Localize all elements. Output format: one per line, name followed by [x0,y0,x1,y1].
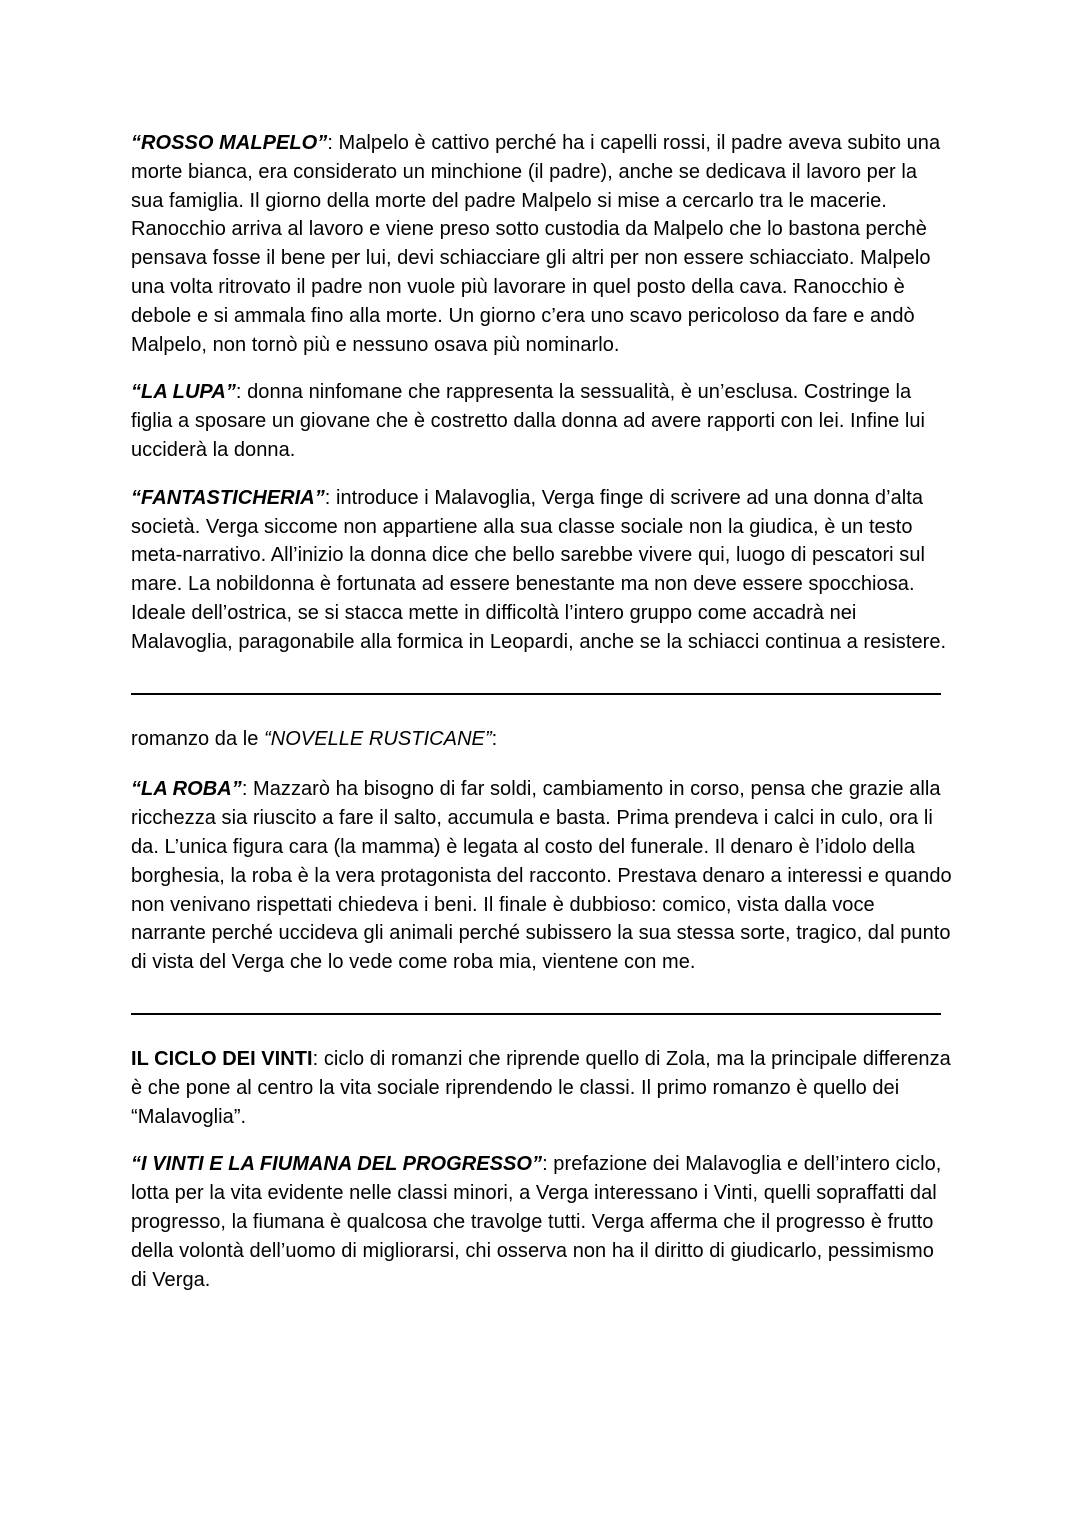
heading-fantasticheria: “FANTASTICHERIA” [131,486,325,509]
text-rosso-malpelo: : Malpelo è cattivo perché ha i capelli rossi, il padre aveva subito una morte bianca, era considerato un minchione (il padre), anche se dedicava il lavoro per la sua famiglia. Il giorno della morte del padre Malpelo si mise a cercarlo tra le macerie. Ranocchio arriva al lavoro e viene preso sotto custodia da Malpelo che lo bastona perchè pensava fosse il bene per lui, devi schiacciare gli altri per non essere schiacciato. Malpelo una volta ritrovato il padre non vuole più lavorare in quel posto della cava. Ranocchio è debole e si ammala fino alla morte. Un giorno c’era uno scavo pericoloso da fare e andò Malpelo, non tornò più e nessuno osava più nominarlo. [131,132,941,356]
text-novelle-prefix: romanzo da le [131,727,264,750]
paragraph-la-lupa [131,378,953,464]
text-la-lupa: : donna ninfomane che rappresenta la sessualità, è un’esclusa. Costringe la figlia a sposare un giovane che è costretto dalla donna ad avere rapporti con lei. Infine lui ucciderà la donna. [131,381,926,461]
horizontal-divider [131,1013,941,1015]
paragraph-ciclo-dei-vinti [131,1045,953,1131]
text-vinti-fiumana: : prefazione dei Malavoglia e dell’intero ciclo, lotta per la vita evidente nelle classi minori, a Verga interessano i Vinti, quelli sopraffatti dal progresso, la fiumana è qualcosa che travolge tutti. Verga afferma che il progresso è frutto della volontà dell’uomo di migliorarsi, chi osserva non ha il diritto di giudicarlo, pessimismo di Verga. [131,1153,942,1291]
paragraph-vinti-fiumana [131,1150,953,1294]
document-page [131,129,953,1313]
heading-rosso-malpelo: “ROSSO MALPELO” [131,132,328,154]
paragraph-fantasticheria [131,484,953,657]
heading-la-lupa: “LA LUPA” [131,381,236,404]
heading-ciclo-dei-vinti: IL CICLO DEI VINTI [131,1047,313,1070]
paragraph-novelle-rusticane-intro [131,725,953,754]
heading-la-roba: “LA ROBA” [131,778,242,801]
text-ciclo-dei-vinti: : ciclo di romanzi che riprende quello di Zola, ma la principale differenza è che pone al centro la vita sociale riprendendo le classi. Il primo romanzo è quello dei “Malavoglia”. [131,1047,951,1128]
heading-vinti-fiumana: “I VINTI E LA FIUMANA DEL PROGRESSO” [131,1153,543,1176]
text-fantasticheria: : introduce i Malavoglia, Verga finge di scrivere ad una donna d’alta società. Verga siccome non appartiene alla sua classe sociale non la giudica, è un testo meta-narrativo. All’inizio la donna dice che bello sarebbe vivere qui, luogo di pescatori sul mare. La nobildonna è fortunata ad essere benestante ma non deve essere spocchiosa. Ideale dell’ostrica, se si stacca mette in difficoltà l’intero gruppo come accadrà nei Malavoglia, paragonabile alla formica in Leopardi, anche se la schiacci continua a resistere. [131,486,947,653]
horizontal-divider [131,693,941,695]
paragraph-la-roba [131,775,953,977]
text-la-roba: : Mazzarò ha bisogno di far soldi, cambiamento in corso, pensa che grazie alla ricchezza sia riuscito a fare il salto, accumula e basta. Prima prendeva i calci in culo, ora li da. L’unica figura cara (la mamma) è legata al costo del funerale. Il denaro è l’idolo della borghesia, la roba è la vera protagonista del racconto. Prestava denaro a interessi e quando non venivano rispettati chiedeva i beni. Il finale è dubbioso: comico, vista dalla voce narrante perché uccideva gli animali perché subissero la sua stessa sorte, tragico, dal punto di vista del Verga che lo vede come roba mia, vientene con me. [131,778,952,974]
title-novelle-rusticane: “NOVELLE RUSTICANE” [264,727,492,750]
text-novelle-suffix: : [491,727,498,750]
paragraph-rosso-malpelo [131,129,953,359]
